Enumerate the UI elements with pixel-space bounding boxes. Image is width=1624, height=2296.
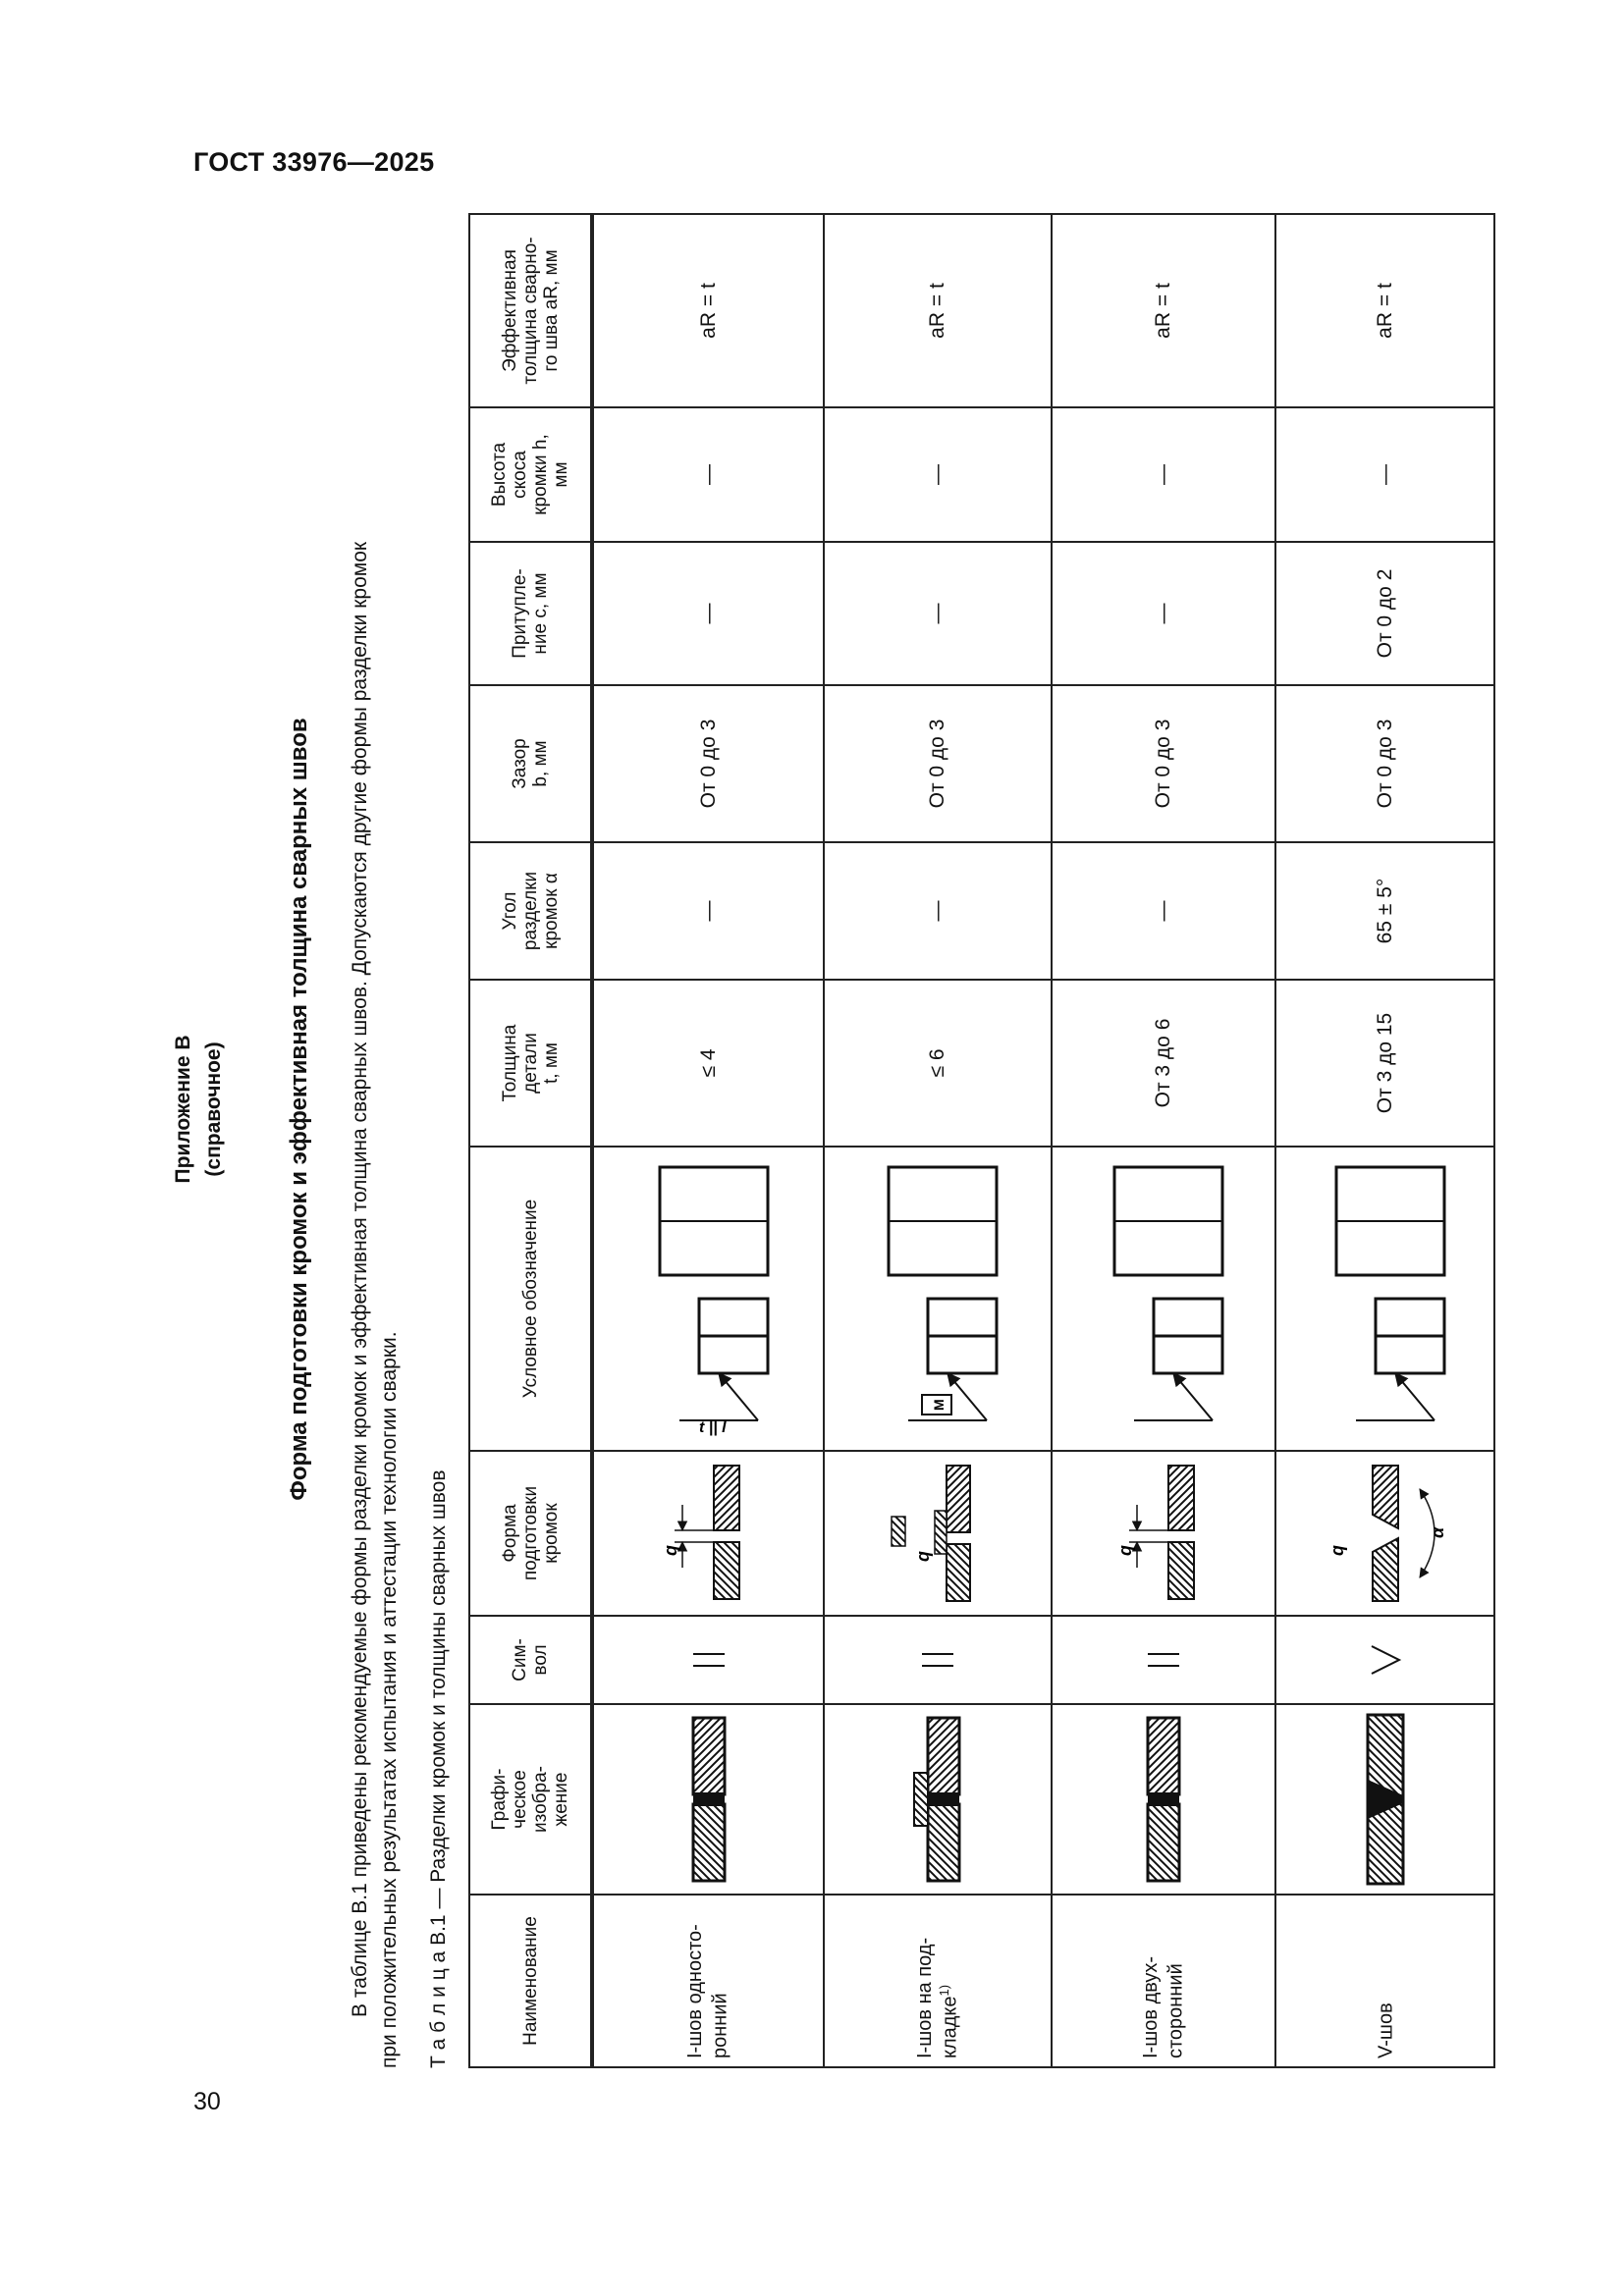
rotated-content	[0, 128, 1447, 2091]
weld-image-v	[1364, 1713, 1407, 1886]
svg-text:t || l: t || l	[698, 1419, 727, 1436]
svg-text:q: q	[1326, 1545, 1347, 1556]
table-row	[824, 214, 1052, 2067]
prep-drawing-i-double	[1110, 1460, 1218, 1607]
prep-drawing-i-backing	[884, 1460, 992, 1607]
weld-image-i-double	[1144, 1716, 1183, 1883]
cell-bevel: —	[592, 407, 824, 542]
cell-root: —	[1052, 542, 1275, 685]
cell-root: От 0 до 2	[1275, 542, 1494, 685]
caption-text: — Разделки кромок и толщины сварных швов	[427, 1469, 450, 1909]
cell-designation	[824, 1147, 1052, 1451]
cell-prep	[1275, 1451, 1494, 1616]
cell-symbol	[592, 1616, 824, 1704]
cell-prep	[1052, 1451, 1275, 1616]
cell-name: I-шов двух-сторонний	[1052, 1895, 1275, 2067]
intro-line-2: при положительных результатах испытания и аттестации технологии сварки.	[378, 1331, 401, 2068]
cell-designation	[1052, 1147, 1275, 1451]
cell-angle: —	[1052, 842, 1275, 980]
cell-angle: 65 ± 5°	[1275, 842, 1494, 980]
svg-text:α: α	[1427, 1526, 1447, 1538]
col-header-name: Наименование	[469, 1895, 592, 2067]
i-weld-symbol-icon	[1144, 1640, 1183, 1680]
cell-thickness: От 3 до 6	[1052, 980, 1275, 1147]
annex-status: (справочное)	[202, 1041, 225, 1177]
cell-gap: От 0 до 3	[1052, 685, 1275, 842]
table-row	[592, 214, 824, 2067]
col-header-root: Притупле- ние c, мм	[469, 542, 592, 685]
col-header-designation: Условное обозначение	[469, 1147, 592, 1451]
weld-image-i-single	[689, 1716, 729, 1883]
annex-title: Приложение В	[172, 1035, 194, 1184]
cell-gap: От 0 до 3	[824, 685, 1052, 842]
col-header-thickness: Толщина детали t, мм	[469, 980, 592, 1147]
cell-image	[592, 1704, 824, 1895]
cell-angle: —	[592, 842, 824, 980]
edge-preparation-table	[468, 213, 1495, 2068]
cell-designation	[592, 1147, 824, 1451]
svg-text:M: M	[931, 1399, 947, 1411]
cell-root: —	[592, 542, 824, 685]
svg-text:q: q	[660, 1545, 680, 1556]
i-weld-symbol-icon	[689, 1640, 729, 1680]
table-row	[1275, 214, 1494, 2067]
caption-prefix: Т а б л и ц а	[427, 1950, 450, 2068]
i-weld-symbol-icon	[918, 1640, 957, 1680]
prep-drawing-i-single	[655, 1460, 763, 1607]
cell-eff: aR = t	[1275, 214, 1494, 407]
cell-angle: —	[824, 842, 1052, 980]
cell-thickness: ≤ 6	[824, 980, 1052, 1147]
cell-thickness: ≤ 4	[592, 980, 824, 1147]
cell-symbol	[1275, 1616, 1494, 1704]
cell-eff: aR = t	[824, 214, 1052, 407]
svg-text:q: q	[913, 1551, 933, 1562]
cell-root: —	[824, 542, 1052, 685]
col-header-image: Графи- ческое изобра- жение	[469, 1704, 592, 1895]
cell-name: V-шов	[1275, 1895, 1494, 2067]
cell-prep	[824, 1451, 1052, 1616]
cell-image	[1052, 1704, 1275, 1895]
cell-symbol	[1052, 1616, 1275, 1704]
prep-drawing-v	[1322, 1460, 1449, 1607]
cell-eff: aR = t	[1052, 214, 1275, 407]
col-header-eff: Эффективная толщина сварно- го шва aR, мм	[469, 214, 592, 407]
table-caption	[424, 1470, 454, 2069]
cell-thickness: От 3 до 15	[1275, 980, 1494, 1147]
designation-i-backing	[869, 1155, 1006, 1442]
designation-i-double	[1095, 1155, 1232, 1442]
cell-prep	[592, 1451, 824, 1616]
cell-name: I-шов на под-кладке$^{1)}$	[824, 1895, 1052, 2067]
v-weld-symbol-icon	[1366, 1640, 1405, 1680]
document-code: ГОСТ 33976—2025	[193, 147, 435, 177]
cell-bevel: —	[1275, 407, 1494, 542]
col-header-symbol: Сим- вол	[469, 1616, 592, 1704]
cell-eff: aR = t	[592, 214, 824, 407]
col-header-prep: Форма подготовки кромок	[469, 1451, 592, 1616]
cell-image	[1275, 1704, 1494, 1895]
cell-bevel: —	[824, 407, 1052, 542]
col-header-gap: Зазор b, мм	[469, 685, 592, 842]
cell-designation	[1275, 1147, 1494, 1451]
cell-symbol	[824, 1616, 1052, 1704]
intro-line-1: В таблице В.1 приведены рекомендуемые формы разделки кромок и эффективная толщина сварных швов. Допускаются другие формы разделки кромок	[349, 541, 371, 2017]
designation-v	[1317, 1155, 1454, 1442]
cell-gap: От 0 до 3	[592, 685, 824, 842]
table-row	[1052, 214, 1275, 2067]
weld-image-i-backing	[910, 1716, 965, 1883]
caption-number: В.1	[427, 1914, 450, 1946]
annex-heading: Форма подготовки кромок и эффективная толщина сварных швов	[286, 718, 312, 1501]
svg-text:q: q	[1115, 1545, 1135, 1556]
page-number: 30	[193, 2088, 221, 2115]
cell-gap: От 0 до 3	[1275, 685, 1494, 842]
designation-i-single	[640, 1155, 778, 1442]
col-header-bevel: Высота скоса кромки h, мм	[469, 407, 592, 542]
col-header-angle: Угол разделки кромок α	[469, 842, 592, 980]
cell-name: I-шов односто-ронний	[592, 1895, 824, 2067]
cell-image	[824, 1704, 1052, 1895]
cell-bevel: —	[1052, 407, 1275, 542]
